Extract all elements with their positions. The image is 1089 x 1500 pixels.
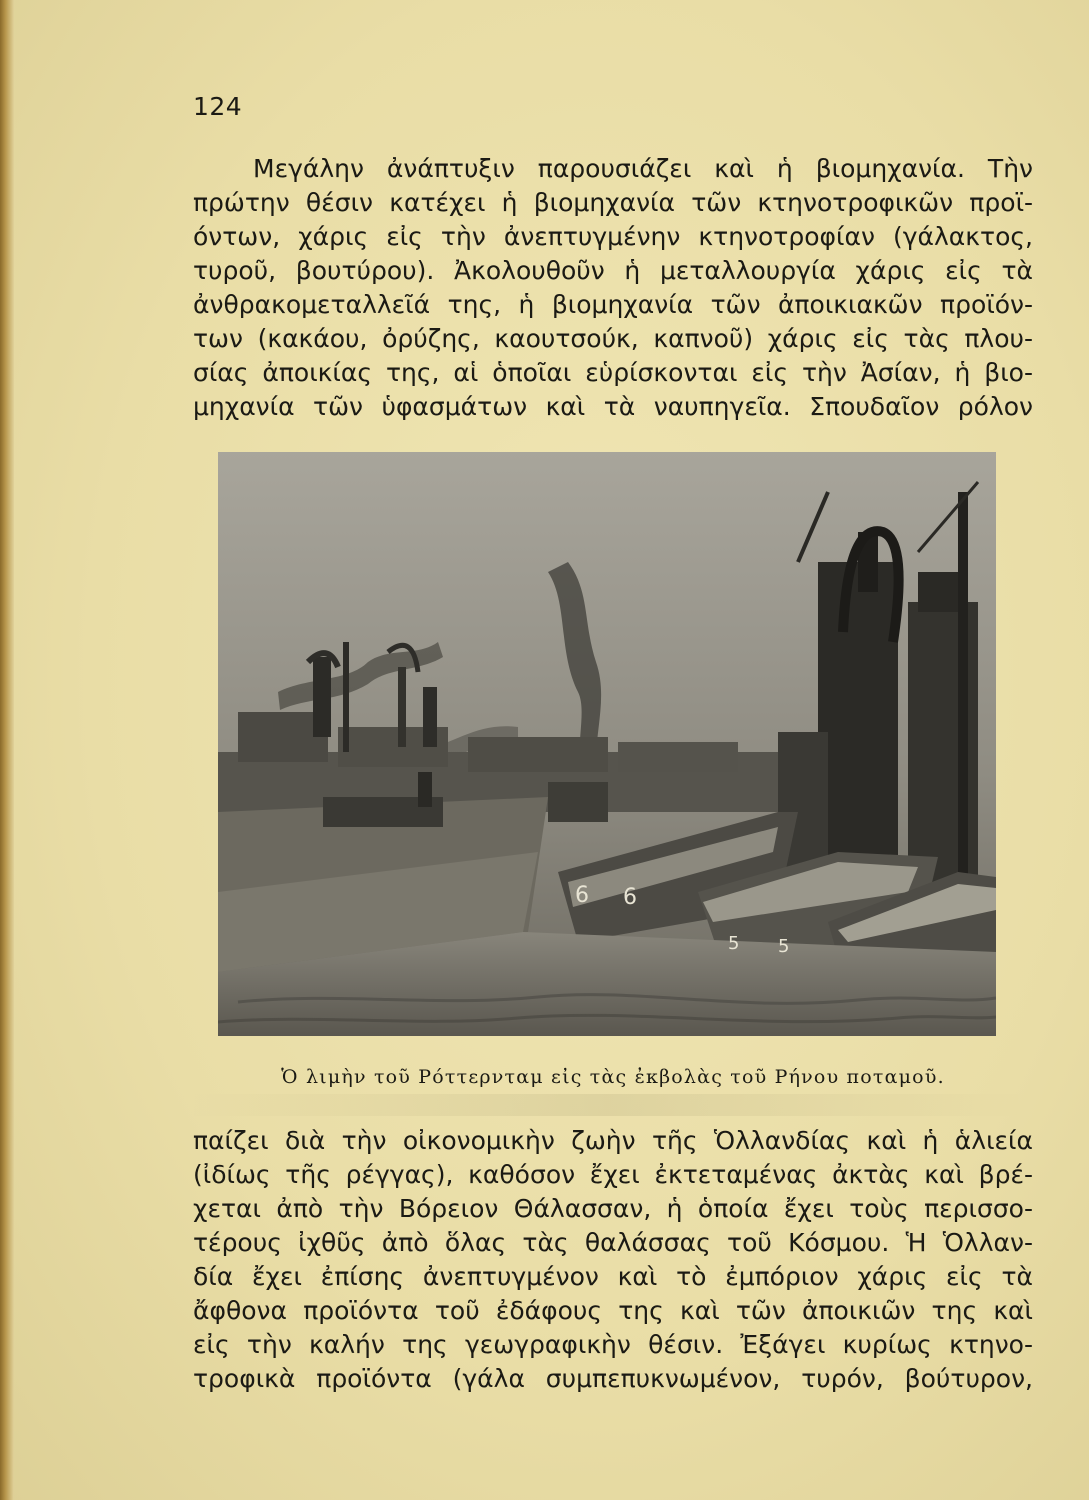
text-line: τυροῦ, βουτύρου). Ἀκολουθοῦν ἡ μεταλλουργία χάρις εἰς τὰ (193, 256, 1033, 285)
text-line: ἀνθρακομεταλλεῖά της, ἡ βιομηχανία τῶν ἀποικιακῶν προϊόν- (193, 290, 1033, 319)
hull-number-5b: 5 (778, 936, 790, 957)
hull-number-6b: 6 (623, 885, 637, 910)
text-line: εἰς τὴν καλήν της γεωγραφικὴν θέσιν. Ἐξάγει κυρίως κτηνο- (193, 1330, 1033, 1359)
hull-number-5a: 5 (728, 933, 740, 954)
text-line: πρώτην θέσιν κατέχει ἡ βιομηχανία τῶν κτηνοτροφικῶν προϊ- (193, 188, 1033, 217)
book-binding-edge (0, 0, 14, 1500)
text-line: όντων, χάρις εἰς τὴν ἀνεπτυγμένην κτηνοτροφίαν (γάλακτος, (193, 222, 1033, 251)
text-line: τροφικὰ προϊόντα (γάλα συμπεπυκνωμένον, τυρόν, βούτυρον, (193, 1364, 1033, 1393)
text-line: χεται ἀπὸ τὴν Βόρειον Θάλασσαν, ἡ ὁποία ἔχει τοὺς περισσο- (193, 1194, 1033, 1223)
text-line: ἄφθονα προϊόντα τοῦ ἐδάφους της καὶ τῶν ἀποικιῶν της καὶ (193, 1296, 1033, 1325)
text-line: δία ἔχει ἐπίσης ἀνεπτυγμένον καὶ τὸ ἐμπόριον χάρις εἰς τὰ (193, 1262, 1033, 1291)
paragraph-industry (193, 152, 1033, 424)
text-line: σίας ἀποικίας της, αἱ ὁποῖαι εὑρίσκονται εἰς τὴν Ἀσίαν, ἡ βιο- (193, 358, 1033, 387)
text-line: Μεγάλην ἀνάπτυξιν παρουσιάζει καὶ ἡ βιομηχανία. Τὴν (253, 154, 1033, 183)
rotterdam-harbor-photo (218, 452, 996, 1036)
page-number: 124 (193, 92, 243, 121)
text-line: των (κακάου, ὀρύζης, καουτσούκ, καπνοῦ) χάρις εἰς τὰς πλου- (193, 324, 1033, 353)
hull-number-6a: 6 (575, 883, 589, 908)
bleed-through-shadow (186, 1094, 1028, 1116)
paragraph-fishing-trade (193, 1124, 1033, 1396)
photo-caption: Ὁ λιμὴν τοῦ Ρόττερνταμ εἰς τὰς ἐκβολὰς τοῦ Ρήνου ποταμοῦ. (281, 1066, 945, 1088)
text-line: μηχανία τῶν ὑφασμάτων καὶ τὰ ναυπηγεῖα. Σπουδαῖον ρόλον (193, 392, 1033, 421)
text-line: (ἰδίως τῆς ρέγγας), καθόσον ἔχει ἐκτεταμένας ἀκτὰς καὶ βρέ- (193, 1160, 1033, 1189)
text-line: παίζει διὰ τὴν οἰκονομικὴν ζωὴν τῆς Ὁλλανδίας καὶ ἡ ἁλιεία (193, 1126, 1033, 1155)
text-line: τέρους ἰχθῦς ἀπὸ ὅλας τὰς θαλάσσας τοῦ Κόσμου. Ἡ Ὁλλαν- (193, 1228, 1033, 1257)
